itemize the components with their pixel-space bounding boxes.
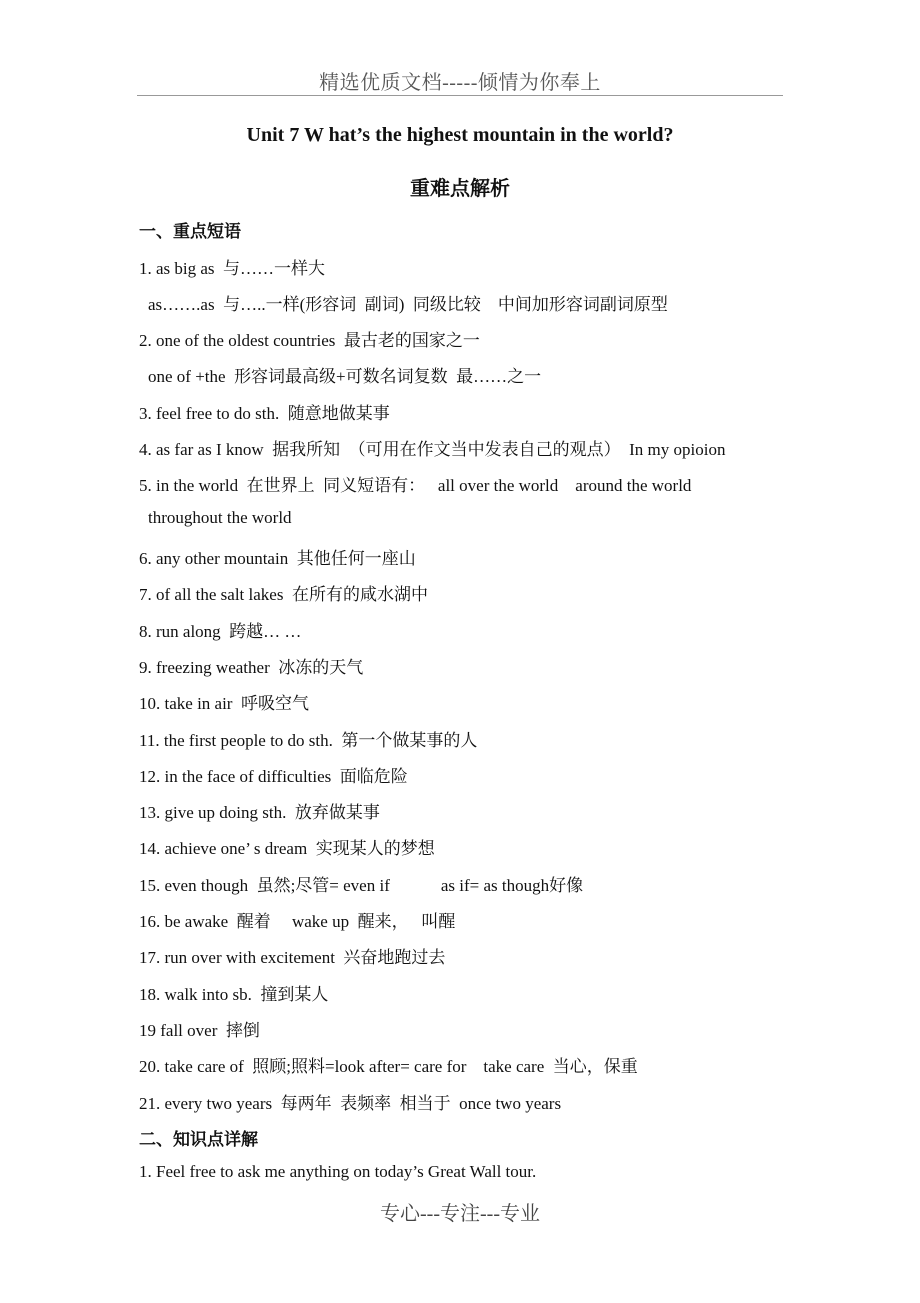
phrase-line: 12. in the face of difficulties 面临危险	[139, 767, 408, 786]
phrase-line: 6. any other mountain 其他任何一座山	[139, 549, 416, 568]
phrase-line: 21. every two years 每两年 表频率 相当于 once two years	[139, 1094, 562, 1113]
page-footer: 专心---专注---专业	[380, 1203, 540, 1225]
phrase-line: 4. as far as I know 据我所知 （可用在作文当中发表自己的观点） In my opioion	[139, 440, 726, 459]
phrase-line: 16. be awake 醒着 wake up 醒来， 叫醒	[139, 912, 456, 931]
phrase-line: 14. achieve one’ s dream 实现某人的梦想	[139, 839, 435, 858]
knowledge-line: 1. Feel free to ask me anything on today’s Great Wall tour.	[139, 1162, 537, 1181]
phrase-line: 17. run over with excitement 兴奋地跑过去	[139, 948, 446, 967]
phrase-line: 11. the first people to do sth. 第一个做某事的人	[139, 731, 478, 750]
phrase-line: one of +the 形容词最高级+可数名词复数 最……之一	[148, 367, 542, 386]
phrase-line: 8. run along 跨越… …	[139, 622, 302, 641]
phrase-line: 19 fall over 摔倒	[139, 1021, 260, 1040]
phrase-line: 7. of all the salt lakes 在所有的咸水湖中	[139, 585, 428, 604]
phrase-line: 18. walk into sb. 撞到某人	[139, 985, 329, 1004]
phrase-line: 2. one of the oldest countries 最古老的国家之一	[139, 331, 480, 350]
document-subtitle: 重难点解析	[410, 178, 510, 200]
section-heading-key-phrases: 一、重点短语	[139, 222, 241, 241]
phrase-line: 5. in the world 在世界上 同义短语有： all over the world around the world	[139, 476, 692, 495]
phrase-line: 20. take care of 照顾;照料=look after= care for take care 当心，保重	[139, 1057, 638, 1076]
header-divider	[137, 95, 783, 96]
phrase-line: 13. give up doing sth. 放弃做某事	[139, 803, 380, 822]
phrase-line: 15. even though 虽然;尽管= even if as if= as though好像	[139, 876, 584, 895]
document-title: Unit 7 W hat’s the highest mountain in the world?	[246, 124, 674, 146]
phrase-line: 1. as big as 与……一样大	[139, 259, 326, 278]
page-header: 精选优质文档-----倾情为你奉上	[319, 72, 601, 94]
phrase-line: throughout the world	[148, 508, 292, 527]
phrase-line: as…….as 与…..一样(形容词 副词) 同级比较 中间加形容词副词原型	[148, 295, 668, 314]
phrase-line: 3. feel free to do sth. 随意地做某事	[139, 404, 390, 423]
phrase-line: 10. take in air 呼吸空气	[139, 694, 309, 713]
section-heading-knowledge-points: 二、知识点详解	[139, 1130, 258, 1149]
phrase-line: 9. freezing weather 冰冻的天气	[139, 658, 364, 677]
